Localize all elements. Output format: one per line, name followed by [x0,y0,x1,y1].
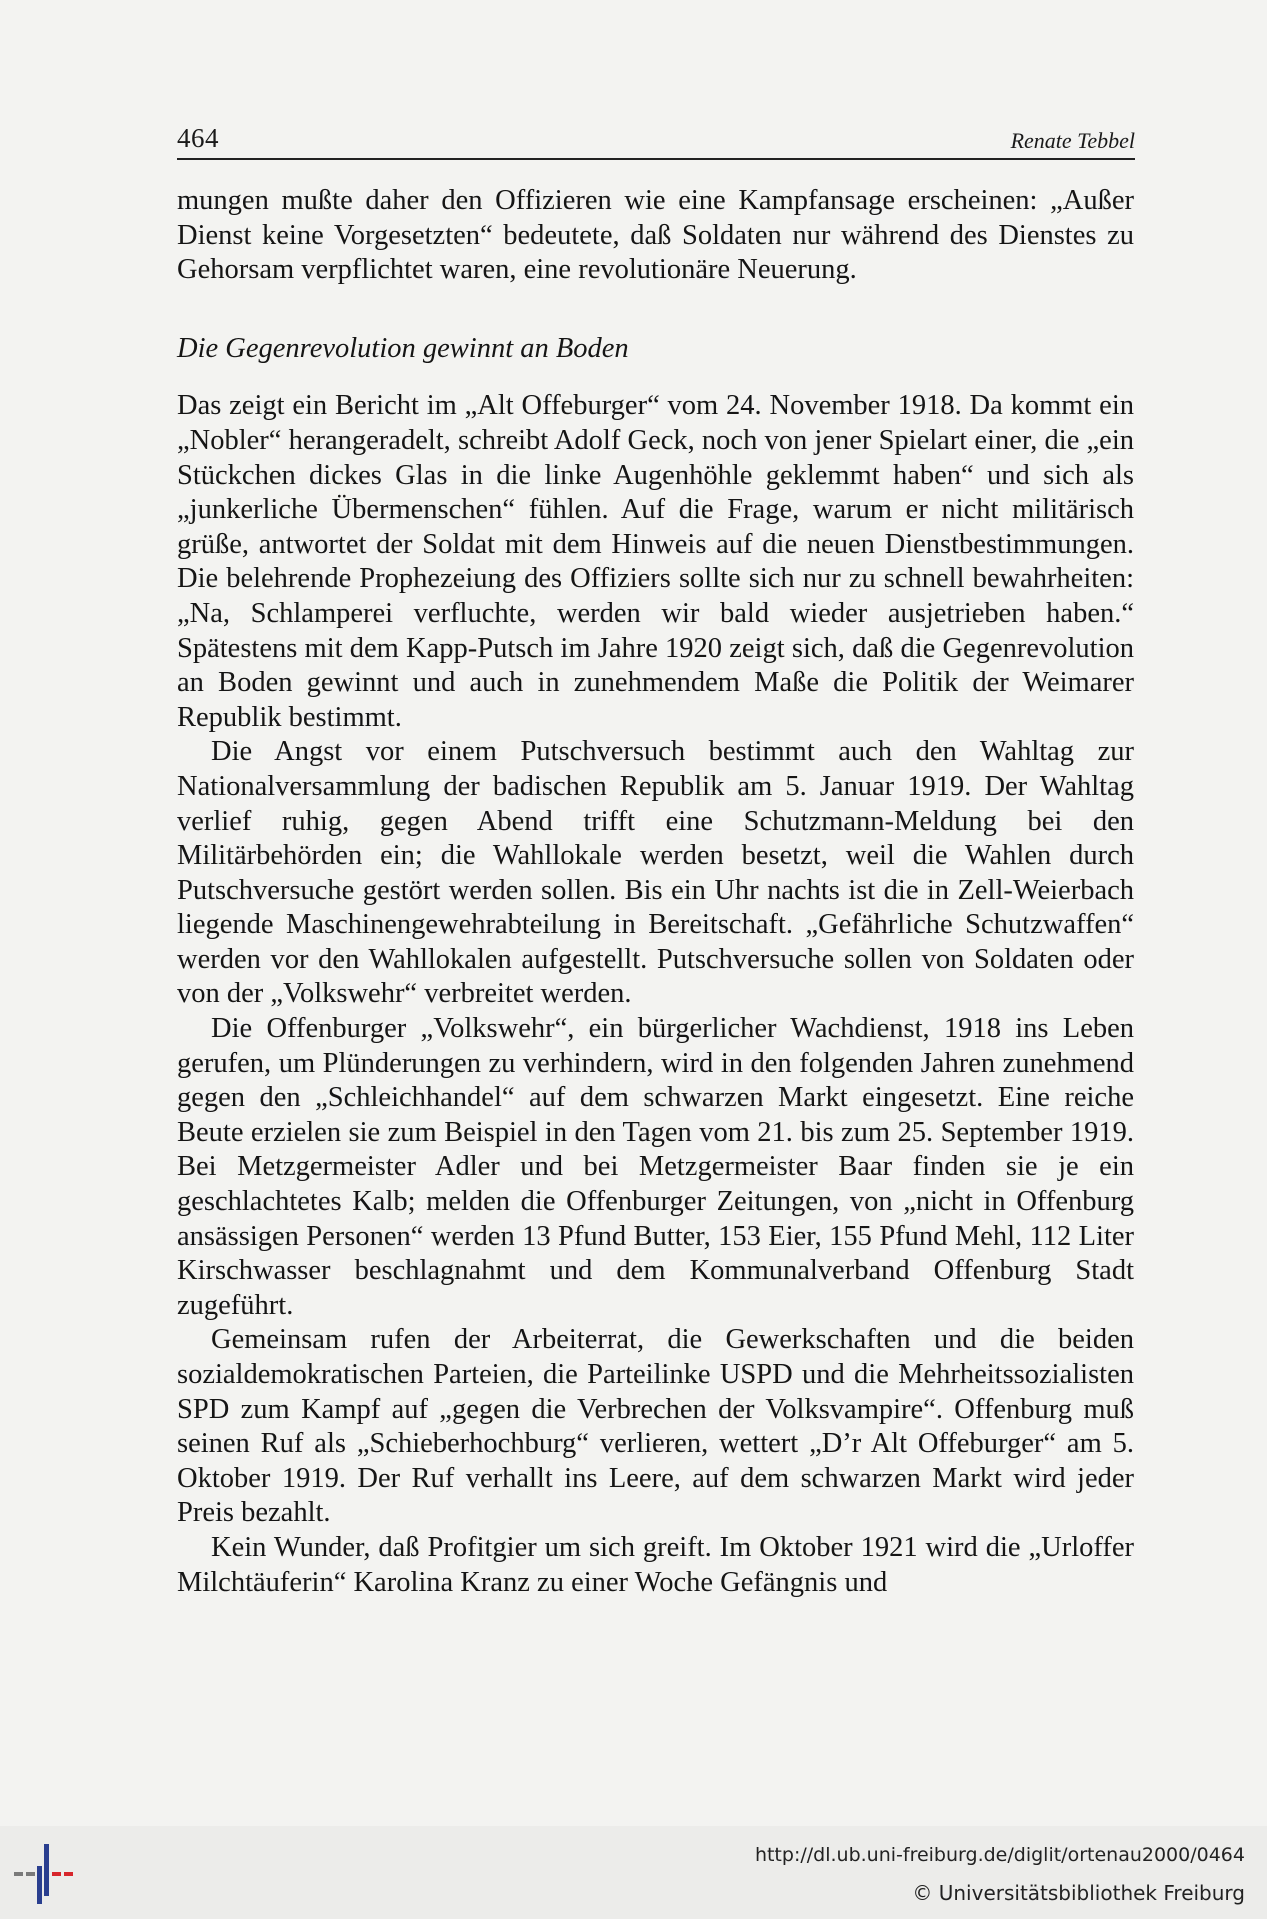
paragraph: Kein Wunder, daß Profitgier um sich greift. Im Oktober 1921 wird die „Urloffer Milchtäuferin“ Karolina Kranz zu einer Woche Gefängnis und [177,1531,1134,1598]
ub-freiburg-logo-icon [14,1844,78,1904]
paragraph: Die Angst vor einem Putschversuch bestimmt auch den Wahltag zur Nationalversammlung der badischen Republik am 5. Januar 1919. Der Wahltag verlief ruhig, gegen Abend trifft eine Schutzmann-Meldung bei den Militärbehörden ein; die Wahllokale werden besetzt, weil die Wahlen durch Putschversuche gestört werden sollen. Bis ein Uhr nachts ist die in Zell-Weierbach liegende Maschinengewehrabteilung in Bereitschaft. „Gefährliche Schutzwaffen“ werden vor den Wahllokalen aufgestellt. Putschversuche sollen von Soldaten oder von der „Volkswehr“ verbreitet werden. [177,736,1134,1010]
page-number: 464 [177,123,219,153]
paragraph-continued: mungen mußte daher den Offizieren wie eine Kampfansage erscheinen: „Außer Dienst keine Vorgesetzten“ bedeutete, daß Soldaten nur während des Dienstes zu Gehorsam verpflichtet waren, eine revolutionäre Neuerung. [177,185,1134,286]
paragraph: Die Offenburger „Volkswehr“, ein bürgerlicher Wachdienst, 1918 ins Leben gerufen, um Plünderungen zu verhindern, wird in den folgenden Jahren zunehmend gegen den „Schleichhandel“ auf dem schwarzen Markt eingesetzt. Eine reiche Beute erzielen sie zum Beispiel in den Tagen vom 21. bis zum 25. September 1919. Bei Metzgermeister Adler und bei Metzgermeister Baar finden sie je ein geschlachtetes Kalb; melden die Offenburger Zeitungen, von „nicht in Offenburg ansässigen Personen“ werden 13 Pfund Butter, 153 Eier, 155 Pfund Mehl, 112 Liter Kirschwasser beschlagnahmt und dem Kommunalverband Offenburg Stadt zugeführt. [177,1013,1134,1321]
viewer-footer [0,1826,1267,1919]
page-header [177,118,1135,160]
section-heading: Die Gegenrevolution gewinnt an Boden [177,332,629,364]
paragraph: Gemeinsam rufen der Arbeiterrat, die Gewerkschaften und die beiden sozialdemokratischen Parteien, die Parteilinke USPD und die Mehrheitssozialisten SPD zum Kampf auf „gegen die Verbrechen der Volksvampire“. Offenburg muß seinen Ruf als „Schieberhochburg“ verlieren, wettert „D’r Alt Offeburger“ am 5. Oktober 1919. Der Ruf verhallt ins Leere, auf dem schwarzen Markt wird jeder Preis bezahlt. [177,1324,1134,1529]
copyright-notice: © Universitätsbibliothek Freiburg [912,1881,1245,1905]
paragraph: Das zeigt ein Bericht im „Alt Offeburger“ vom 24. November 1918. Da kommt ein „Nobler“ herangeradelt, schreibt Adolf Geck, noch von jener Spielart einer, die „ein Stückchen dickes Glas in die linke Augenhöhle geklemmt haben“ und sich als „junkerliche Übermenschen“ fühlen. Auf die Frage, warum er nicht militärisch grüße, antwortet der Soldat mit dem Hinweis auf die neuen Dienstbestimmungen. Die belehrende Prophezeiung des Offiziers sollte sich nur zu schnell bewahrheiten: „Na, Schlamperei verfluchte, werden wir bald wieder ausjetrieben haben.“ Spätestens mit dem Kapp-Putsch im Jahre 1920 zeigt sich, daß die Gegenrevolution an Boden gewinnt und auch in zunehmendem Maße die Politik der Weimarer Republik bestimmt. [177,390,1134,733]
permalink-url[interactable]: http://dl.ub.uni-freiburg.de/diglit/ortenau2000/0464 [754,1844,1245,1866]
running-head-author: Renate Tebbel [1010,128,1135,153]
body-text [177,184,1134,1600]
